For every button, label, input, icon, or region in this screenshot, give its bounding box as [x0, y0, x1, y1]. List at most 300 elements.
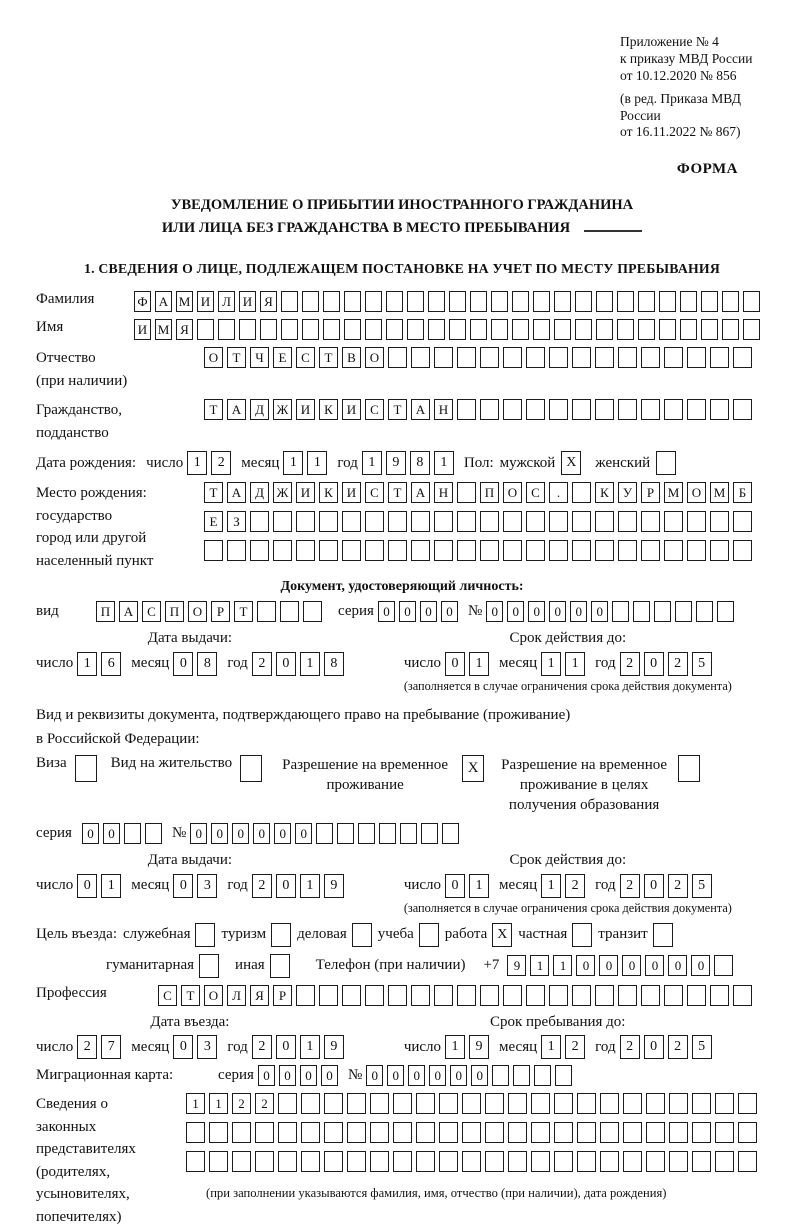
char-cell[interactable]: О: [365, 347, 384, 368]
char-cell[interactable]: [513, 1065, 530, 1086]
char-cell[interactable]: [572, 511, 591, 532]
char-cell[interactable]: 2: [620, 652, 640, 676]
sex-male-checkbox[interactable]: [561, 451, 581, 475]
char-cell[interactable]: [595, 399, 614, 420]
char-cell[interactable]: 0: [528, 601, 545, 622]
char-cell[interactable]: 0: [429, 1065, 446, 1086]
char-cell[interactable]: [572, 923, 592, 947]
char-cell[interactable]: [503, 511, 522, 532]
char-cell[interactable]: 0: [399, 601, 416, 622]
char-cell[interactable]: X: [561, 451, 581, 475]
char-cell[interactable]: [296, 511, 315, 532]
char-cell[interactable]: 1: [565, 652, 585, 676]
char-cell[interactable]: [457, 511, 476, 532]
char-cell[interactable]: [512, 319, 529, 340]
doc-number-input[interactable]: [486, 601, 734, 622]
char-cell[interactable]: 0: [366, 1065, 383, 1086]
char-cell[interactable]: [344, 319, 361, 340]
char-cell[interactable]: [301, 1122, 320, 1143]
char-cell[interactable]: [738, 1093, 757, 1114]
char-cell[interactable]: О: [204, 985, 223, 1006]
char-cell[interactable]: [664, 511, 683, 532]
char-cell[interactable]: [549, 985, 568, 1006]
temp-residence-education-checkbox[interactable]: [678, 755, 700, 782]
char-cell[interactable]: 1: [530, 955, 549, 976]
phone-input[interactable]: [507, 955, 733, 976]
char-cell[interactable]: [687, 511, 706, 532]
char-cell[interactable]: [370, 1122, 389, 1143]
char-cell[interactable]: 6: [101, 652, 121, 676]
char-cell[interactable]: А: [411, 482, 430, 503]
char-cell[interactable]: [531, 1093, 550, 1114]
char-cell[interactable]: [302, 319, 319, 340]
char-cell[interactable]: [337, 823, 354, 844]
char-cell[interactable]: [623, 1151, 642, 1172]
char-cell[interactable]: [324, 1093, 343, 1114]
char-cell[interactable]: [575, 291, 592, 312]
char-cell[interactable]: [534, 1065, 551, 1086]
char-cell[interactable]: [400, 823, 417, 844]
char-cell[interactable]: [462, 1122, 481, 1143]
char-cell[interactable]: 2: [211, 451, 231, 475]
char-cell[interactable]: Я: [250, 985, 269, 1006]
char-cell[interactable]: Л: [218, 291, 235, 312]
char-cell[interactable]: [617, 319, 634, 340]
char-cell[interactable]: [710, 540, 729, 561]
surname-input[interactable]: [134, 291, 760, 312]
tourism-checkbox[interactable]: [271, 923, 291, 947]
char-cell[interactable]: [204, 540, 223, 561]
char-cell[interactable]: П: [96, 601, 115, 622]
char-cell[interactable]: [250, 511, 269, 532]
char-cell[interactable]: [428, 291, 445, 312]
char-cell[interactable]: 2: [620, 1035, 640, 1059]
char-cell[interactable]: 0: [173, 1035, 193, 1059]
char-cell[interactable]: [623, 1122, 642, 1143]
char-cell[interactable]: [273, 511, 292, 532]
char-cell[interactable]: [733, 540, 752, 561]
residence-issue-day-input[interactable]: [77, 874, 121, 898]
char-cell[interactable]: 9: [507, 955, 526, 976]
char-cell[interactable]: О: [204, 347, 223, 368]
char-cell[interactable]: 9: [469, 1035, 489, 1059]
char-cell[interactable]: [743, 319, 760, 340]
char-cell[interactable]: [439, 1151, 458, 1172]
citizenship-input[interactable]: [204, 399, 752, 420]
char-cell[interactable]: 1: [362, 451, 382, 475]
char-cell[interactable]: [428, 319, 445, 340]
char-cell[interactable]: 8: [197, 652, 217, 676]
char-cell[interactable]: [526, 985, 545, 1006]
char-cell[interactable]: [485, 1093, 504, 1114]
private-checkbox[interactable]: [572, 923, 592, 947]
birthplace-line3-input[interactable]: [204, 540, 752, 561]
char-cell[interactable]: Ж: [273, 399, 292, 420]
char-cell[interactable]: [407, 291, 424, 312]
char-cell[interactable]: [733, 347, 752, 368]
legal-reps-line2-input[interactable]: [186, 1122, 757, 1143]
char-cell[interactable]: [388, 540, 407, 561]
char-cell[interactable]: [664, 985, 683, 1006]
identity-validity-month-input[interactable]: [541, 652, 585, 676]
char-cell[interactable]: [549, 511, 568, 532]
char-cell[interactable]: 1: [101, 874, 121, 898]
char-cell[interactable]: 5: [692, 1035, 712, 1059]
char-cell[interactable]: Т: [388, 399, 407, 420]
char-cell[interactable]: [733, 511, 752, 532]
char-cell[interactable]: [701, 291, 718, 312]
residence-series-input[interactable]: [82, 823, 162, 844]
char-cell[interactable]: [434, 511, 453, 532]
char-cell[interactable]: [273, 540, 292, 561]
char-cell[interactable]: [596, 319, 613, 340]
char-cell[interactable]: М: [664, 482, 683, 503]
char-cell[interactable]: 1: [209, 1093, 228, 1114]
char-cell[interactable]: [365, 511, 384, 532]
char-cell[interactable]: 0: [173, 652, 193, 676]
char-cell[interactable]: [449, 319, 466, 340]
char-cell[interactable]: 0: [295, 823, 312, 844]
char-cell[interactable]: [278, 1122, 297, 1143]
residence-validity-year-input[interactable]: [620, 874, 712, 898]
char-cell[interactable]: [491, 291, 508, 312]
char-cell[interactable]: 0: [549, 601, 566, 622]
char-cell[interactable]: 1: [300, 1035, 320, 1059]
birthplace-line1-input[interactable]: [204, 482, 752, 503]
char-cell[interactable]: Я: [176, 319, 193, 340]
char-cell[interactable]: [531, 1122, 550, 1143]
char-cell[interactable]: 0: [253, 823, 270, 844]
char-cell[interactable]: [232, 1122, 251, 1143]
char-cell[interactable]: Д: [250, 482, 269, 503]
char-cell[interactable]: [595, 511, 614, 532]
char-cell[interactable]: Б: [733, 482, 752, 503]
legal-reps-line1-input[interactable]: [186, 1093, 757, 1114]
char-cell[interactable]: [696, 601, 713, 622]
char-cell[interactable]: [388, 347, 407, 368]
char-cell[interactable]: [680, 319, 697, 340]
transit-checkbox[interactable]: [653, 923, 673, 947]
char-cell[interactable]: [480, 540, 499, 561]
char-cell[interactable]: [623, 1093, 642, 1114]
birth-day-input[interactable]: [187, 451, 231, 475]
char-cell[interactable]: [365, 291, 382, 312]
char-cell[interactable]: [595, 540, 614, 561]
char-cell[interactable]: [480, 511, 499, 532]
char-cell[interactable]: Е: [273, 347, 292, 368]
char-cell[interactable]: [641, 985, 660, 1006]
char-cell[interactable]: 1: [283, 451, 303, 475]
char-cell[interactable]: 0: [486, 601, 503, 622]
char-cell[interactable]: [503, 540, 522, 561]
char-cell[interactable]: [646, 1122, 665, 1143]
char-cell[interactable]: [439, 1093, 458, 1114]
char-cell[interactable]: 8: [410, 451, 430, 475]
char-cell[interactable]: [687, 347, 706, 368]
char-cell[interactable]: [572, 540, 591, 561]
char-cell[interactable]: [687, 985, 706, 1006]
char-cell[interactable]: [457, 985, 476, 1006]
char-cell[interactable]: [485, 1151, 504, 1172]
char-cell[interactable]: 9: [324, 1035, 344, 1059]
char-cell[interactable]: Н: [434, 482, 453, 503]
residence-number-input[interactable]: [190, 823, 459, 844]
char-cell[interactable]: [319, 540, 338, 561]
char-cell[interactable]: [555, 1065, 572, 1086]
char-cell[interactable]: 0: [173, 874, 193, 898]
char-cell[interactable]: [319, 985, 338, 1006]
char-cell[interactable]: 0: [644, 1035, 664, 1059]
patronymic-input[interactable]: [204, 347, 752, 368]
char-cell[interactable]: 0: [408, 1065, 425, 1086]
char-cell[interactable]: [457, 540, 476, 561]
char-cell[interactable]: [600, 1093, 619, 1114]
name-input[interactable]: [134, 319, 760, 340]
char-cell[interactable]: [512, 291, 529, 312]
char-cell[interactable]: [577, 1151, 596, 1172]
legal-reps-line3-input[interactable]: [186, 1151, 757, 1172]
char-cell[interactable]: [302, 291, 319, 312]
char-cell[interactable]: 1: [300, 652, 320, 676]
char-cell[interactable]: Н: [434, 399, 453, 420]
char-cell[interactable]: [239, 319, 256, 340]
char-cell[interactable]: 3: [197, 1035, 217, 1059]
char-cell[interactable]: 0: [378, 601, 395, 622]
char-cell[interactable]: 1: [469, 874, 489, 898]
char-cell[interactable]: [393, 1151, 412, 1172]
char-cell[interactable]: Т: [388, 482, 407, 503]
char-cell[interactable]: И: [296, 399, 315, 420]
char-cell[interactable]: 1: [434, 451, 454, 475]
char-cell[interactable]: 8: [324, 652, 344, 676]
humanitarian-checkbox[interactable]: [199, 954, 219, 978]
char-cell[interactable]: С: [526, 482, 545, 503]
char-cell[interactable]: [255, 1122, 274, 1143]
doc-series-input[interactable]: [378, 601, 458, 622]
char-cell[interactable]: [316, 823, 333, 844]
migration-series-input[interactable]: [258, 1065, 338, 1086]
char-cell[interactable]: 2: [565, 874, 585, 898]
char-cell[interactable]: [715, 1122, 734, 1143]
char-cell[interactable]: [554, 291, 571, 312]
char-cell[interactable]: [347, 1093, 366, 1114]
char-cell[interactable]: 2: [232, 1093, 251, 1114]
char-cell[interactable]: 0: [645, 955, 664, 976]
char-cell[interactable]: 1: [469, 652, 489, 676]
char-cell[interactable]: [365, 985, 384, 1006]
char-cell[interactable]: [577, 1122, 596, 1143]
char-cell[interactable]: 0: [300, 1065, 317, 1086]
char-cell[interactable]: [470, 319, 487, 340]
char-cell[interactable]: [393, 1122, 412, 1143]
char-cell[interactable]: 0: [576, 955, 595, 976]
char-cell[interactable]: 2: [620, 874, 640, 898]
char-cell[interactable]: [434, 347, 453, 368]
char-cell[interactable]: И: [342, 399, 361, 420]
char-cell[interactable]: 2: [252, 652, 272, 676]
char-cell[interactable]: [421, 823, 438, 844]
char-cell[interactable]: X: [492, 923, 512, 947]
char-cell[interactable]: [388, 985, 407, 1006]
char-cell[interactable]: 0: [211, 823, 228, 844]
char-cell[interactable]: [554, 1122, 573, 1143]
char-cell[interactable]: [638, 291, 655, 312]
char-cell[interactable]: И: [197, 291, 214, 312]
char-cell[interactable]: 0: [77, 874, 97, 898]
char-cell[interactable]: [480, 347, 499, 368]
study-checkbox[interactable]: [419, 923, 439, 947]
residence-issue-year-input[interactable]: [252, 874, 344, 898]
char-cell[interactable]: [370, 1151, 389, 1172]
char-cell[interactable]: С: [142, 601, 161, 622]
char-cell[interactable]: [572, 399, 591, 420]
char-cell[interactable]: [503, 985, 522, 1006]
char-cell[interactable]: [596, 291, 613, 312]
char-cell[interactable]: [250, 540, 269, 561]
char-cell[interactable]: [595, 347, 614, 368]
char-cell[interactable]: [434, 540, 453, 561]
char-cell[interactable]: [281, 319, 298, 340]
char-cell[interactable]: [664, 347, 683, 368]
char-cell[interactable]: [618, 399, 637, 420]
char-cell[interactable]: [641, 511, 660, 532]
char-cell[interactable]: [646, 1151, 665, 1172]
char-cell[interactable]: [255, 1151, 274, 1172]
char-cell[interactable]: 0: [591, 601, 608, 622]
char-cell[interactable]: А: [119, 601, 138, 622]
char-cell[interactable]: [365, 319, 382, 340]
char-cell[interactable]: 9: [324, 874, 344, 898]
char-cell[interactable]: [738, 1151, 757, 1172]
char-cell[interactable]: [449, 291, 466, 312]
char-cell[interactable]: [278, 1093, 297, 1114]
char-cell[interactable]: [572, 482, 591, 503]
char-cell[interactable]: [411, 540, 430, 561]
char-cell[interactable]: К: [319, 482, 338, 503]
char-cell[interactable]: О: [687, 482, 706, 503]
char-cell[interactable]: [365, 540, 384, 561]
stay-month-input[interactable]: [541, 1035, 585, 1059]
char-cell[interactable]: И: [296, 482, 315, 503]
char-cell[interactable]: [678, 755, 700, 782]
char-cell[interactable]: [526, 347, 545, 368]
char-cell[interactable]: В: [342, 347, 361, 368]
char-cell[interactable]: [342, 511, 361, 532]
char-cell[interactable]: З: [227, 511, 246, 532]
char-cell[interactable]: Ж: [273, 482, 292, 503]
char-cell[interactable]: [633, 601, 650, 622]
char-cell[interactable]: [186, 1122, 205, 1143]
char-cell[interactable]: Т: [234, 601, 253, 622]
char-cell[interactable]: [324, 1151, 343, 1172]
char-cell[interactable]: [301, 1151, 320, 1172]
char-cell[interactable]: [554, 319, 571, 340]
char-cell[interactable]: [714, 955, 733, 976]
char-cell[interactable]: [347, 1151, 366, 1172]
char-cell[interactable]: [416, 1151, 435, 1172]
stay-day-input[interactable]: [445, 1035, 489, 1059]
char-cell[interactable]: [638, 319, 655, 340]
char-cell[interactable]: Е: [204, 511, 223, 532]
char-cell[interactable]: [669, 1151, 688, 1172]
char-cell[interactable]: [280, 601, 299, 622]
char-cell[interactable]: [124, 823, 141, 844]
char-cell[interactable]: Т: [319, 347, 338, 368]
char-cell[interactable]: [411, 985, 430, 1006]
entry-year-input[interactable]: [252, 1035, 344, 1059]
char-cell[interactable]: Л: [227, 985, 246, 1006]
char-cell[interactable]: 1: [541, 1035, 561, 1059]
char-cell[interactable]: 0: [276, 874, 296, 898]
identity-issue-day-input[interactable]: [77, 652, 121, 676]
char-cell[interactable]: [503, 399, 522, 420]
char-cell[interactable]: [197, 319, 214, 340]
char-cell[interactable]: [260, 319, 277, 340]
char-cell[interactable]: [342, 540, 361, 561]
char-cell[interactable]: [347, 1122, 366, 1143]
char-cell[interactable]: [480, 399, 499, 420]
char-cell[interactable]: [278, 1151, 297, 1172]
char-cell[interactable]: [270, 954, 290, 978]
identity-issue-year-input[interactable]: [252, 652, 344, 676]
char-cell[interactable]: [675, 601, 692, 622]
char-cell[interactable]: [503, 347, 522, 368]
char-cell[interactable]: К: [319, 399, 338, 420]
char-cell[interactable]: 0: [276, 1035, 296, 1059]
char-cell[interactable]: 2: [668, 874, 688, 898]
char-cell[interactable]: 0: [599, 955, 618, 976]
char-cell[interactable]: Р: [641, 482, 660, 503]
char-cell[interactable]: 2: [252, 1035, 272, 1059]
business-checkbox[interactable]: [352, 923, 372, 947]
char-cell[interactable]: [416, 1122, 435, 1143]
char-cell[interactable]: [710, 347, 729, 368]
char-cell[interactable]: О: [503, 482, 522, 503]
char-cell[interactable]: А: [227, 399, 246, 420]
char-cell[interactable]: [240, 755, 262, 782]
char-cell[interactable]: [659, 291, 676, 312]
stay-year-input[interactable]: [620, 1035, 712, 1059]
char-cell[interactable]: [370, 1093, 389, 1114]
char-cell[interactable]: 0: [82, 823, 99, 844]
char-cell[interactable]: [386, 319, 403, 340]
char-cell[interactable]: [701, 319, 718, 340]
char-cell[interactable]: [612, 601, 629, 622]
char-cell[interactable]: [388, 511, 407, 532]
char-cell[interactable]: [618, 985, 637, 1006]
char-cell[interactable]: С: [365, 482, 384, 503]
char-cell[interactable]: [554, 1093, 573, 1114]
char-cell[interactable]: [442, 823, 459, 844]
char-cell[interactable]: .: [549, 482, 568, 503]
other-purpose-checkbox[interactable]: [270, 954, 290, 978]
char-cell[interactable]: [653, 923, 673, 947]
char-cell[interactable]: [344, 291, 361, 312]
char-cell[interactable]: [342, 985, 361, 1006]
char-cell[interactable]: 1: [187, 451, 207, 475]
char-cell[interactable]: 2: [77, 1035, 97, 1059]
char-cell[interactable]: 5: [692, 874, 712, 898]
char-cell[interactable]: [717, 601, 734, 622]
identity-validity-day-input[interactable]: [445, 652, 489, 676]
char-cell[interactable]: 2: [255, 1093, 274, 1114]
char-cell[interactable]: 0: [450, 1065, 467, 1086]
char-cell[interactable]: 0: [570, 601, 587, 622]
char-cell[interactable]: 0: [103, 823, 120, 844]
char-cell[interactable]: [462, 1151, 481, 1172]
entry-month-input[interactable]: [173, 1035, 217, 1059]
char-cell[interactable]: [416, 1093, 435, 1114]
